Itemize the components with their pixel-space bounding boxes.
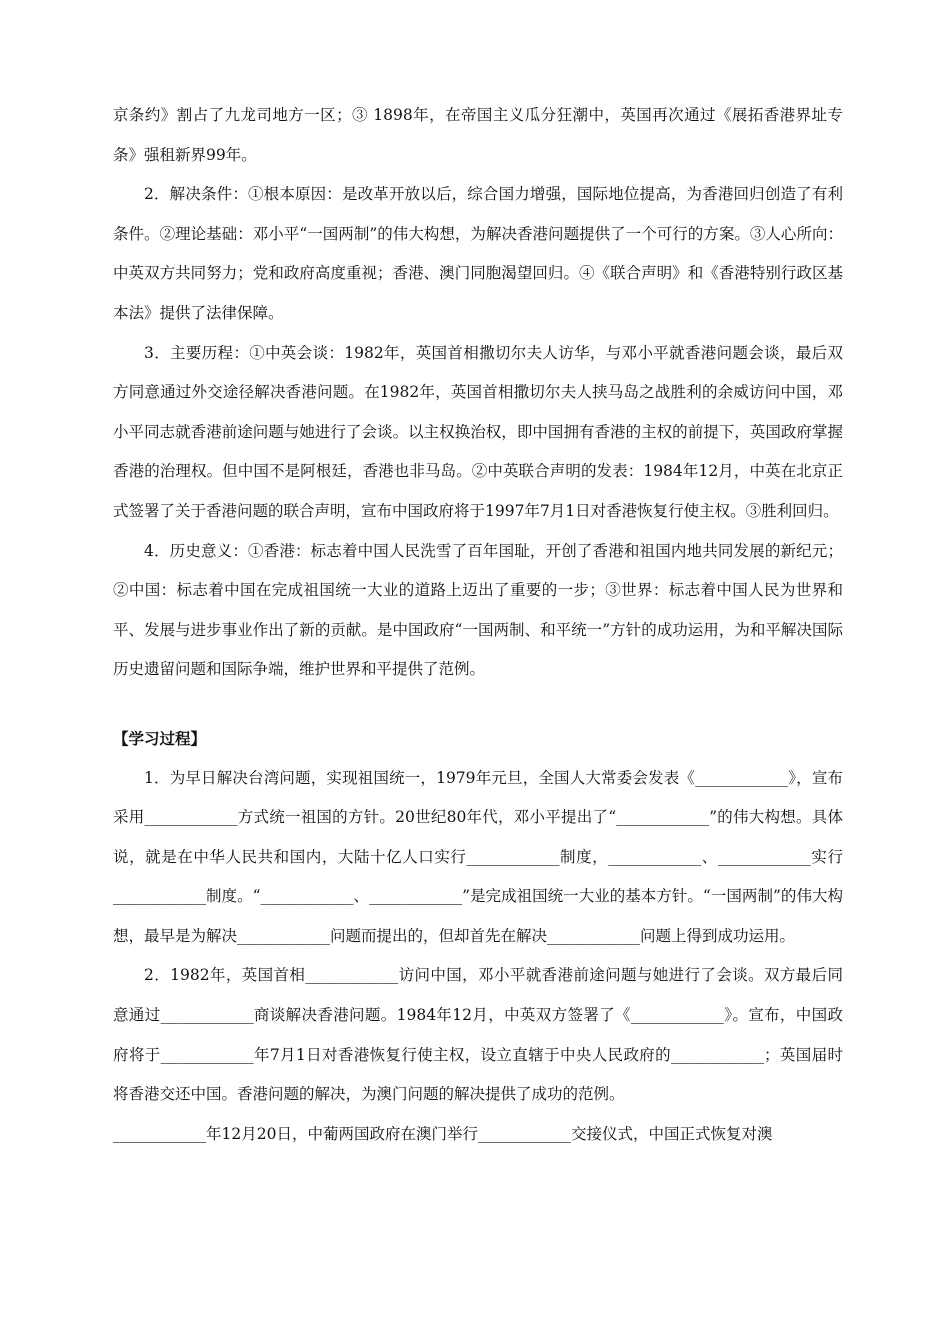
paragraph-main-process: 3．主要历程：①中英会谈：1982年，英国首相撒切尔夫人访华，与邓小平就香港问题会谈，最后双方同意通过外交途径解决香港问题。在1982年，英国首相撒切尔夫人挟马岛之战胜利的余威访问中国，邓小平同志就香港前途问题与她进行了会谈。以主权换治权，即中国拥有香港的主权的前提下，英国政府掌握香港的治理权。但中国不是阿根廷，香港也非马岛。②中英联合声明的发表：1984年12月，中英在北京正式签署了关于香港问题的联合声明，宣布中国政府将于1997年7月1日对香港恢复行使主权。③胜利回归。 [113,343,843,520]
paragraph-continuation: 京条约》割占了九龙司地方一区；③ 1898年，在帝国主义瓜分狂潮中，英国再次通过《展拓香港界址专条》强租新界99年。 [113,106,843,164]
document-body [113,96,843,1154]
exercise-2-continued: ____________年12月20日，中葡两国政府在澳门举行____________交接仪式，中国正式恢复对澳 [113,1124,773,1143]
exercise-2: 2．1982年，英国首相____________访问中国，邓小平就香港前途问题与她进行了会谈。双方最后同意通过____________商谈解决香港问题。1984年12月，中英双方签署了《____________》。宣布，中国政府将于____________年7月1日对香港恢复行使主权，设立直辖于中央人民政府的____________；英国届时将香港交还中国。香港问题的解决，为澳门问题的解决提供了成功的范例。 [113,966,843,1104]
exercise-1: 1．为早日解决台湾问题，实现祖国统一，1979年元旦，全国人大常委会发表《____________》，宣布采用____________方式统一祖国的方针。20世纪80年代，邓小平提出了“____________”的伟大构想。具体说，就是在中华人民共和国内，大陆十亿人口实行____________制度，____________、____________实行____________制度。“____________、____________”是完成祖国统一大业的基本方针。“一国两制”的伟大构想，最早是为解决____________问题而提出的，但却首先在解决____________问题上得到成功运用。 [113,768,843,945]
paragraph-historical-significance: 4．历史意义：①香港：标志着中国人民洗雪了百年国耻，开创了香港和祖国内地共同发展的新纪元；②中国：标志着中国在完成祖国统一大业的道路上迈出了重要的一步；③世界：标志着中国人民为世界和平、发展与进步事业作出了新的贡献。是中国政府“一国两制、和平统一”方针的成功运用，为和平解决国际历史遗留问题和国际争端，维护世界和平提供了范例。 [113,541,843,679]
section-heading-learning-process: 【学习过程】 [113,728,207,748]
paragraph-resolution-conditions: 2．解决条件：①根本原因：是改革开放以后，综合国力增强，国际地位提高，为香港回归创造了有利条件。②理论基础：邓小平“一国两制”的伟大构想，为解决香港问题提供了一个可行的方案。③人心所向：中英双方共同努力；党和政府高度重视；香港、澳门同胞渴望回归。④《联合声明》和《香港特别行政区基本法》提供了法律保障。 [113,185,843,322]
